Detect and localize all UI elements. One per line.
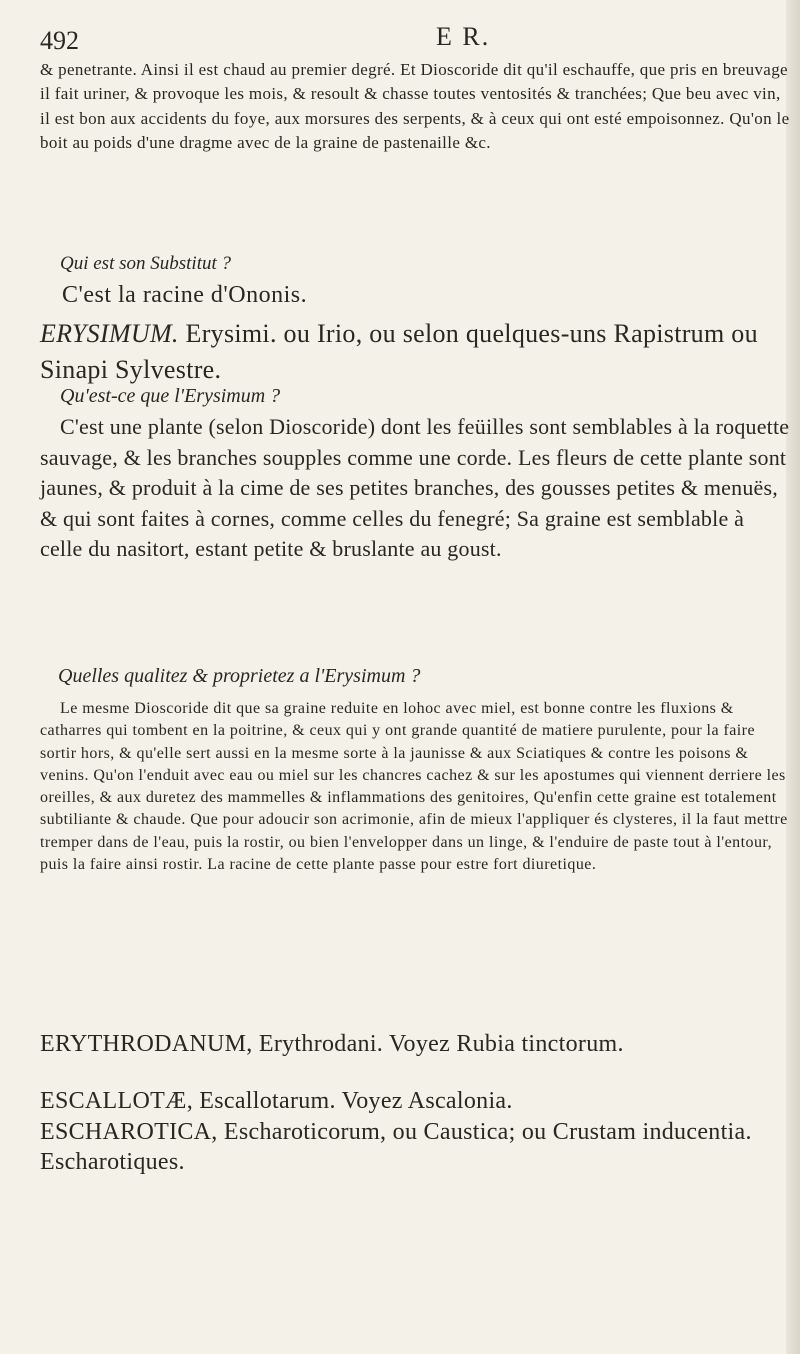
entry-erysimum-rest: Erysimi. ou Irio, ou selon quelques-uns Rapistrum ou Sinapi Sylvestre. — [40, 319, 758, 384]
paragraph-dioscoride: & penetrante. Ainsi il est chaud au premier degré. Et Dioscoride dit qu'il eschauffe, que pris en breuvage il fait uriner, & provoque les mois, & resoult & chasse toutes ventosités & tranchées; Que beu avec vin, il est bon aux accidents du foye, aux morsures des serpents, & à ceux qui ont esté empoisonnez. Qu'on le boit au poids d'une dragme avec de la graine de pastenaille &c. — [40, 60, 790, 153]
paragraph-erysimum-text: C'est une plante (selon Dioscoride) dont les feüilles sont semblables à la roquette sauvage, & les branches soupples comme une corde. Les fleurs de cette plante sont jaunes, & produit à la cime de ses petites branches, des gousses petites & menuës, & qui sont faites à cornes, comme celles du fenegré; Sa graine est semblable à celle du nasitort, estant petite & bruslante au goust. — [40, 414, 790, 561]
question-erysimum: Qu'est-ce que l'Erysimum ? — [60, 385, 281, 407]
entry-escallotae: ESCALLOTÆ, Escallotarum. Voyez Ascalonia. — [40, 1088, 513, 1114]
running-head: E R. — [436, 22, 491, 51]
question-substitut: Qui est son Substitut ? — [60, 253, 232, 274]
entry-erysimum-head: ERYSIMUM. — [40, 319, 179, 348]
question-qualitez: Quelles qualitez & proprietez a l'Erysimum ? — [58, 665, 421, 687]
page-header — [40, 12, 780, 55]
entry-escharotica: ESCHAROTICA, Escharoticorum, ou Caustica; ou Crustam inducentia. Escharotiques. — [40, 1118, 752, 1175]
paragraph-erysimum-description — [40, 412, 792, 565]
page-number: 492 — [40, 26, 79, 55]
paragraph-qualitez-text: Le mesme Dioscoride dit que sa graine reduite en lohoc avec miel, est bonne contre les fluxions & catharres qui tombent en la poitrine, & ceux qui y ont grande quantité de matiere purulente, pour la faire sortir hors, & qu'elle sert aussi en la mesme sorte à la jaunisse & aux Sciatiques & contre les poisons & venins. Qu'on l'enduit avec eau ou miel sur les chancres cachez & sur les apostumes qui viennent derriere les oreilles, & aux duretez des mammelles & inflammations des genitoires, Qu'enfin cette graine est totalement subtiliante & chaude. Que pour adoucir son acrimonie, afin de mieux l'appliquer és clysteres, il la faut mettre tremper dans de l'eau, puis la rostir, ou bien l'envelopper dans un linge, & l'enduire de paste tout à l'entour, puis la faire ainsi rostir. La racine de cette plante passe pour estre fort diuretique. — [40, 700, 788, 874]
answer-ononis: C'est la racine d'Ononis. — [62, 282, 308, 308]
paragraph-qualitez — [40, 698, 792, 876]
entry-escallotae-escharotica — [40, 1086, 792, 1178]
entry-erythrodanum: ERYTHRODANUM, Erythrodani. Voyez Rubia tinctorum. — [40, 1031, 624, 1057]
entry-erysimum — [40, 316, 792, 388]
